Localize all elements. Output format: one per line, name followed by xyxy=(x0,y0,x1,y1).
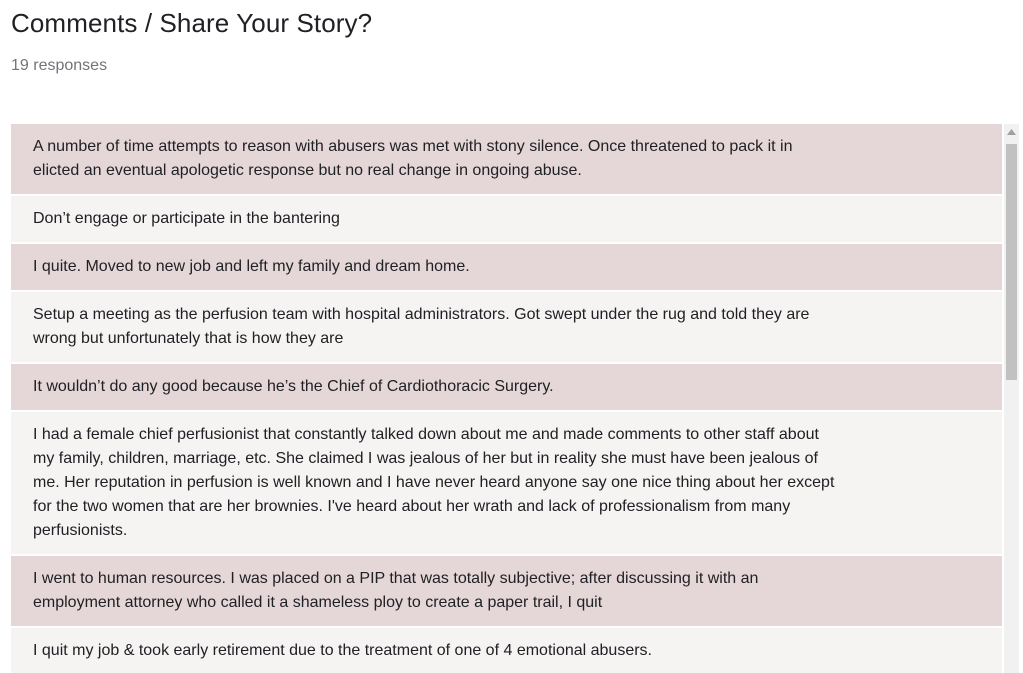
response-item xyxy=(11,244,1002,290)
response-item xyxy=(11,628,1002,673)
response-item xyxy=(11,196,1002,242)
vertical-scrollbar[interactable] xyxy=(1004,124,1019,673)
response-line: for the two women that are her brownies. I've heard about her wrath and lack of professionalism from many xyxy=(33,498,791,515)
response-line: Setup a meeting as the perfusion team with hospital administrators. Got swept under the rug and told they are xyxy=(33,306,810,323)
response-line: me. Her reputation in perfusion is well known and I have never heard anyone say one nice thing about her except xyxy=(33,474,835,491)
response-item xyxy=(11,124,1002,194)
response-count: 19 responses xyxy=(11,57,108,74)
response-item xyxy=(11,556,1002,626)
response-line: It wouldn’t do any good because he’s the Chief of Cardiothoracic Surgery. xyxy=(33,378,554,395)
scrollbar-thumb[interactable] xyxy=(1006,144,1017,380)
response-line: Don’t engage or participate in the bantering xyxy=(33,210,340,227)
response-line: elicted an eventual apologetic response but no real change in ongoing abuse. xyxy=(33,162,582,179)
response-line: my family, children, marriage, etc. She claimed I was jealous of her but in reality she must have been jealous of xyxy=(33,450,818,467)
response-line: perfusionists. xyxy=(33,522,128,539)
page-title: Comments / Share Your Story? xyxy=(11,8,373,38)
response-item xyxy=(11,292,1002,362)
response-line: employment attorney who called it a shameless ploy to create a paper trail, I quit xyxy=(33,594,603,611)
response-line: I went to human resources. I was placed on a PIP that was totally subjective; after discussing it with an xyxy=(33,570,759,587)
response-item xyxy=(11,412,1002,554)
response-line: A number of time attempts to reason with abusers was met with stony silence. Once threatened to pack it in xyxy=(33,138,793,155)
response-item xyxy=(11,364,1002,410)
response-line: I quit my job & took early retirement due to the treatment of one of 4 emotional abusers. xyxy=(33,642,652,659)
response-line: I had a female chief perfusionist that constantly talked down about me and made comments to other staff about xyxy=(33,426,819,443)
scroll-up-arrow-icon[interactable] xyxy=(1004,124,1019,140)
response-line: wrong but unfortunately that is how they are xyxy=(33,330,344,347)
responses-list[interactable] xyxy=(11,124,1002,673)
response-line: I quite. Moved to new job and left my family and dream home. xyxy=(33,258,470,275)
